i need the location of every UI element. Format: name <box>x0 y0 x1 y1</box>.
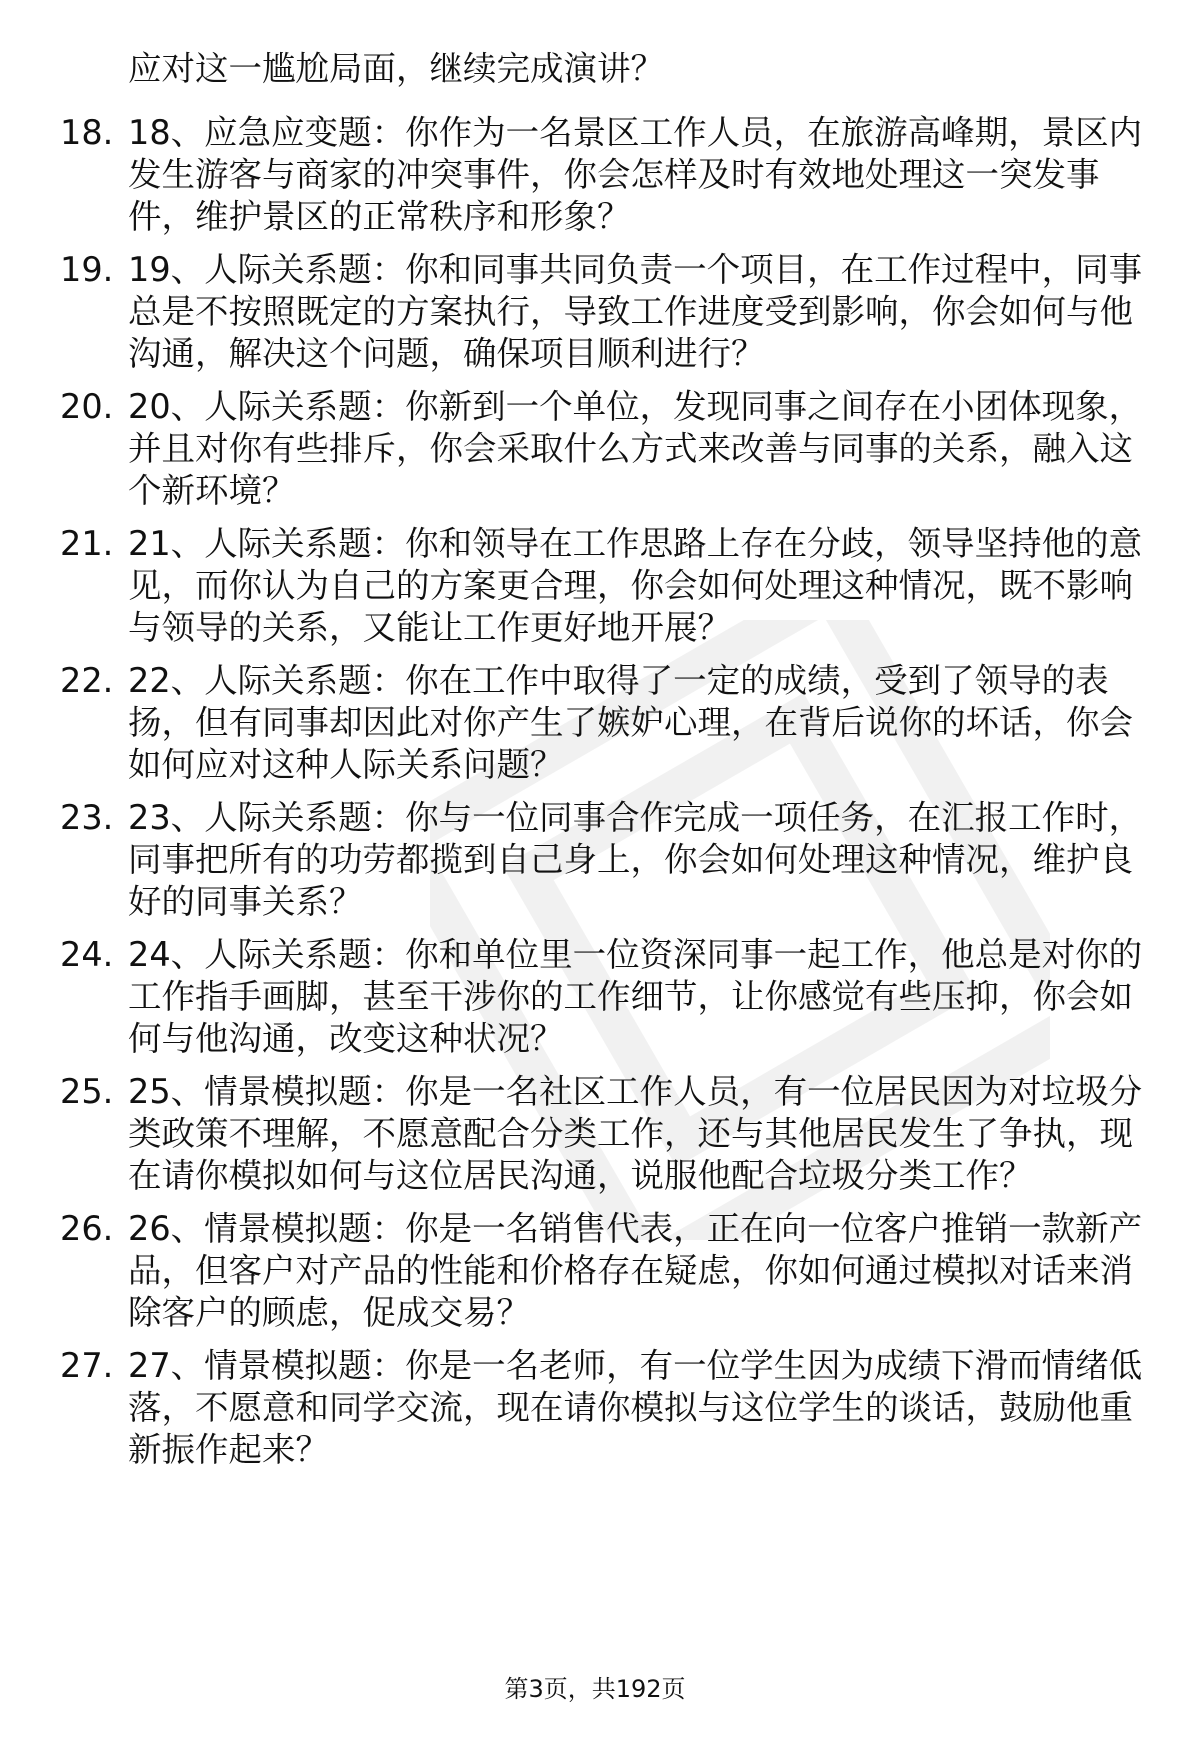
question-item <box>0 660 1158 786</box>
question-text: 22、人际关系题：你在工作中取得了一定的成绩，受到了领导的表扬，但有同事却因此对你产生了嫉妒心理，在背后说你的坏话，你会如何应对这种人际关系问题？ <box>128 661 1133 784</box>
question-number: 22. <box>60 661 114 700</box>
question-number: 25. <box>60 1072 114 1111</box>
question-number: 24. <box>60 935 114 974</box>
question-number: 23. <box>60 798 114 837</box>
question-item <box>0 112 1158 238</box>
question-text: 23、人际关系题：你与一位同事合作完成一项任务，在汇报工作时，同事把所有的功劳都揽到自己身上，你会如何处理这种情况，维护良好的同事关系？ <box>128 798 1143 921</box>
question-text: 27、情景模拟题：你是一名老师，有一位学生因为成绩下滑而情绪低落，不愿意和同学交流，现在请你模拟与这位学生的谈话，鼓励他重新振作起来？ <box>128 1346 1143 1469</box>
question-item <box>0 797 1158 923</box>
question-item <box>0 386 1158 512</box>
question-text: 18、应急应变题：你作为一名景区工作人员，在旅游高峰期，景区内发生游客与商家的冲突事件，你会怎样及时有效地处理这一突发事件，维护景区的正常秩序和形象？ <box>128 113 1143 236</box>
question-text: 19、人际关系题：你和同事共同负责一个项目，在工作过程中，同事总是不按照既定的方案执行，导致工作进度受到影响，你会如何与他沟通，解决这个问题，确保项目顺利进行？ <box>128 250 1143 373</box>
question-text: 24、人际关系题：你和单位里一位资深同事一起工作，他总是对你的工作指手画脚，甚至干涉你的工作细节，让你感觉有些压抑，你会如何与他沟通，改变这种状况？ <box>128 935 1143 1058</box>
question-list <box>0 112 1190 1482</box>
question-number: 18. <box>60 113 114 152</box>
question-item <box>0 1208 1158 1334</box>
question-item <box>0 1071 1158 1197</box>
question-text: 21、人际关系题：你和领导在工作思路上存在分歧，领导坚持他的意见，而你认为自己的方案更合理，你会如何处理这种情况，既不影响与领导的关系，又能让工作更好地开展？ <box>128 524 1143 647</box>
question-number: 26. <box>60 1209 114 1248</box>
question-item <box>0 249 1158 375</box>
question-number: 19. <box>60 250 114 289</box>
question-text: 20、人际关系题：你新到一个单位，发现同事之间存在小团体现象，并且对你有些排斥，你会采取什么方式来改善与同事的关系，融入这个新环境？ <box>128 387 1143 510</box>
question-text: 25、情景模拟题：你是一名社区工作人员，有一位居民因为对垃圾分类政策不理解，不愿意配合分类工作，还与其他居民发生了争执，现在请你模拟如何与这位居民沟通，说服他配合垃圾分类工作？ <box>128 1072 1143 1195</box>
continuation-text: 应对这一尴尬局面，继续完成演讲？ <box>128 49 664 88</box>
question-number: 21. <box>60 524 114 563</box>
question-number: 27. <box>60 1346 114 1385</box>
question-item <box>0 1345 1158 1471</box>
question-text: 26、情景模拟题：你是一名销售代表，正在向一位客户推销一款新产品，但客户对产品的性能和价格存在疑虑，你如何通过模拟对话来消除客户的顾虑，促成交易？ <box>128 1209 1143 1332</box>
question-item <box>0 934 1158 1060</box>
page-footer: 第3页，共192页 <box>504 1675 686 1703</box>
question-item <box>0 523 1158 649</box>
question-number: 20. <box>60 387 114 426</box>
